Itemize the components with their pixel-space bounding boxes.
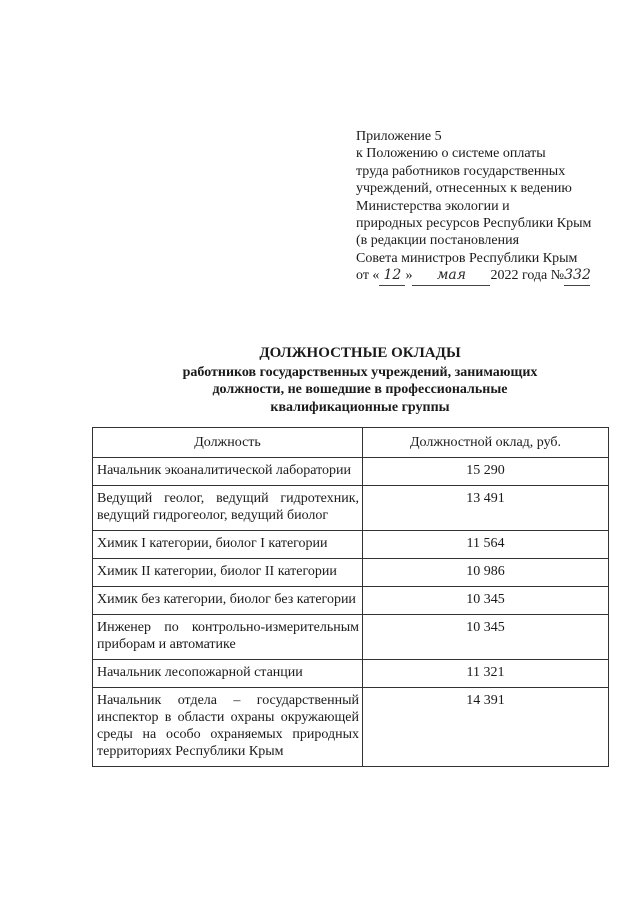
table-row	[93, 458, 609, 486]
position-cell: Химик II категории, биолог II категории	[93, 559, 363, 587]
appendix-line: природных ресурсов Республики Крым	[356, 216, 592, 232]
salary-table	[92, 427, 609, 767]
table-row	[93, 660, 609, 688]
appendix-line: к Положению о системе оплаты	[356, 146, 546, 162]
column-header-salary: Должностной оклад, руб.	[363, 428, 609, 458]
date-prefix: от «	[356, 268, 380, 284]
salary-cell: 13 491	[363, 486, 609, 531]
position-cell: Химик I категории, биолог I категории	[93, 531, 363, 559]
table-row	[93, 559, 609, 587]
appendix-line: труда работников государственных	[356, 163, 566, 179]
table-row	[93, 587, 609, 615]
title-main: ДОЛЖНОСТНЫЕ ОКЛАДЫ	[259, 345, 461, 361]
table-header-row	[93, 428, 609, 458]
salary-cell: 14 391	[363, 688, 609, 767]
appendix-header	[356, 128, 626, 286]
appendix-line: (в редакции постановления	[356, 233, 520, 249]
table-row	[93, 486, 609, 531]
position-cell: Инженер по контрольно-измерительным приборам и автоматике	[93, 615, 363, 660]
appendix-date-line	[356, 267, 626, 285]
title-subtitle-line: работников государственных учреждений, занимающих	[182, 364, 538, 380]
position-cell: Начальник лесопожарной станции	[93, 660, 363, 688]
handwritten-number: 332	[564, 267, 590, 285]
table-row	[93, 615, 609, 660]
appendix-line: Приложение 5	[356, 129, 442, 144]
column-header-position: Должность	[93, 428, 363, 458]
salary-cell: 10 345	[363, 587, 609, 615]
salary-cell: 15 290	[363, 458, 609, 486]
table-row	[93, 688, 609, 767]
salary-cell: 10 345	[363, 615, 609, 660]
appendix-line: Совета министров Республики Крым	[356, 250, 578, 266]
position-cell: Ведущий геолог, ведущий гидротехник, ведущий гидрогеолог, ведущий биолог	[93, 486, 363, 531]
document-title	[120, 345, 600, 416]
position-cell: Начальник отдела – государственный инспектор в области охраны окружающей среды на особо охраняемых природных территориях Республики Крым	[93, 688, 363, 767]
date-mid: »	[405, 268, 413, 284]
salary-cell: 11 321	[363, 660, 609, 688]
handwritten-month: мая	[412, 267, 490, 285]
position-cell: Начальник экоаналитической лаборатории	[93, 458, 363, 486]
handwritten-day: 12	[379, 267, 405, 285]
salary-cell: 10 986	[363, 559, 609, 587]
salary-cell: 11 564	[363, 531, 609, 559]
date-year-text: 2022 года №	[490, 268, 565, 284]
appendix-line: Министерства экологии и	[356, 198, 510, 214]
position-cell: Химик без категории, биолог без категории	[93, 587, 363, 615]
table-row	[93, 531, 609, 559]
title-subtitle-line: должности, не вошедшие в профессиональные	[212, 382, 508, 397]
appendix-line: учреждений, отнесенных к ведению	[356, 181, 572, 197]
title-subtitle-line: квалификационные группы	[270, 399, 450, 415]
